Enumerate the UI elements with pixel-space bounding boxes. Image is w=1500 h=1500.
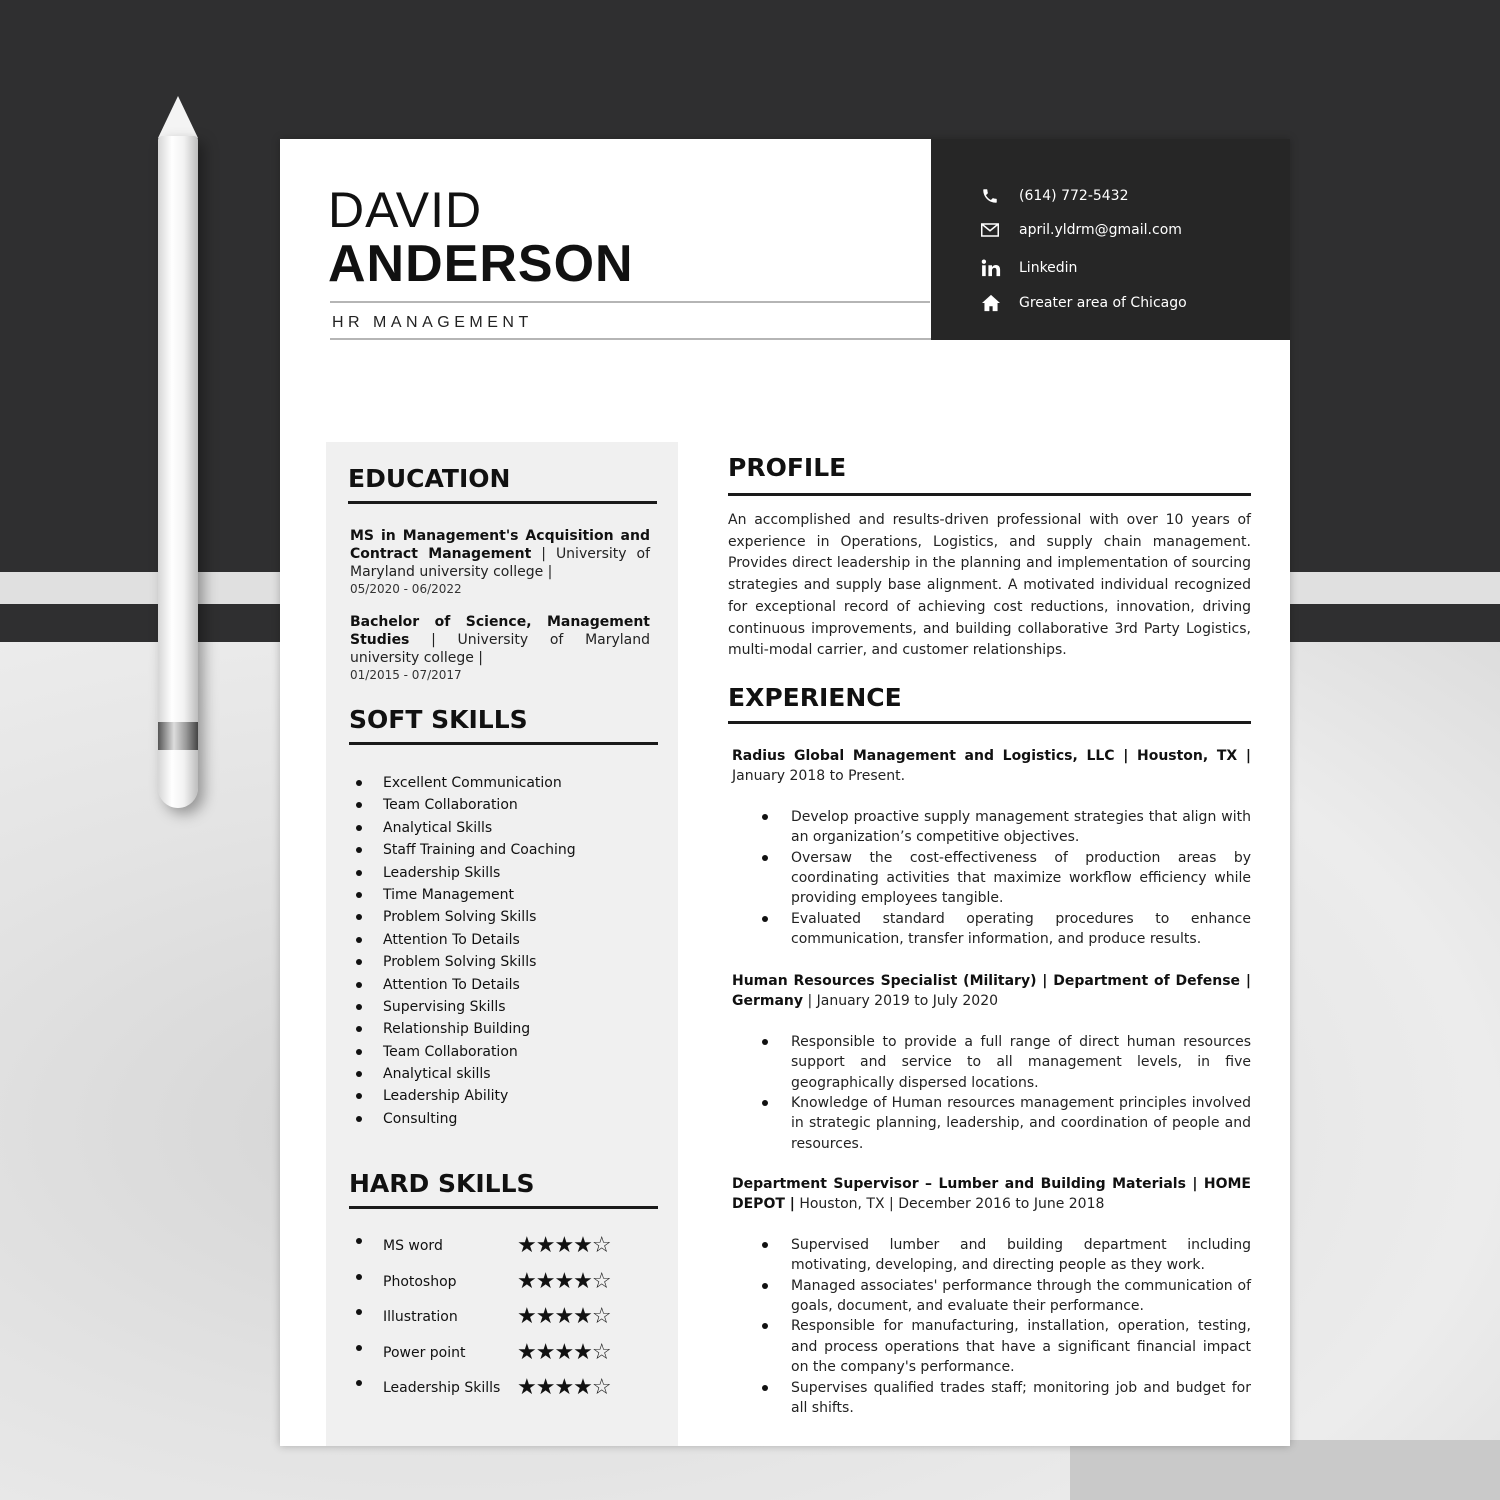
contact-panel (931, 139, 1290, 340)
skill-name: Leadership Skills (383, 1380, 501, 1397)
list-item: Attention To Details (350, 929, 650, 951)
phone-icon (981, 187, 1019, 205)
list-item: Leadership Ability (350, 1085, 650, 1107)
contact-phone (981, 187, 1129, 205)
contact-linkedin (981, 259, 1077, 277)
star-rating-icon: ★★★★☆ (517, 1375, 611, 1401)
list-item: Supervising Skills (350, 996, 650, 1018)
last-name: ANDERSON (328, 235, 634, 293)
stylus-pencil-image (158, 96, 198, 808)
list-item: Analytical Skills (350, 817, 650, 839)
skill-name: Power point (383, 1344, 466, 1361)
list-item: Consulting (350, 1108, 650, 1130)
home-icon (981, 294, 1019, 312)
linkedin-icon (981, 259, 1019, 277)
soft-skills-rule (349, 742, 658, 745)
hard-skills-title: HARD SKILLS (349, 1169, 535, 1198)
list-item (350, 1301, 650, 1337)
list-item: Evaluated standard operating procedures to enhance communication, transfer information, and produce results. (732, 909, 1251, 950)
education-title: EDUCATION (348, 464, 511, 493)
job-dates: | January 2019 to July 2020 (803, 993, 999, 1010)
job-heading: Human Resources Specialist (Military) | Department of Defense | Germany (732, 973, 1251, 1010)
job-dates: January 2018 to Present. (732, 768, 906, 785)
education-degree: MS in Management's Acquisition and Contract Management (350, 528, 650, 562)
education-dates: 01/2015 - 07/2017 (350, 668, 462, 682)
list-item: Responsible to provide a full range of direct human resources support and service to all management levels, in five geographically dispersed locations. (732, 1032, 1251, 1093)
pencil-band (158, 722, 198, 750)
list-item: Staff Training and Coaching (350, 839, 650, 861)
education-school: | University of Maryland university college | (350, 546, 650, 580)
experience-entry (732, 971, 1251, 1154)
list-item: Develop proactive supply management strategies that align with an organization’s competitive objectives. (732, 807, 1251, 848)
background-corner (1070, 1440, 1500, 1500)
resume-page (280, 139, 1290, 1446)
education-dates: 05/2020 - 06/2022 (350, 582, 462, 596)
sidebar-column (326, 442, 678, 1446)
list-item: Problem Solving Skills (350, 951, 650, 973)
experience-rule (728, 721, 1251, 724)
list-item: Problem Solving Skills (350, 906, 650, 928)
experience-title: EXPERIENCE (728, 683, 902, 712)
star-rating-icon: ★★★★☆ (517, 1268, 611, 1294)
job-bullets (732, 1235, 1251, 1419)
education-entry (350, 613, 650, 683)
list-item: Managed associates' performance through the communication of goals, document, and evaluate their performance. (732, 1276, 1251, 1317)
list-item: Supervised lumber and building department including motivating, developing, and directing people as they work. (732, 1235, 1251, 1276)
experience-entry (732, 746, 1251, 950)
list-item: Relationship Building (350, 1018, 650, 1040)
list-item: Leadership Skills (350, 862, 650, 884)
email-text[interactable]: april.yldrm@gmail.com (1019, 222, 1182, 238)
list-item: Analytical skills (350, 1063, 650, 1085)
job-role: HR MANAGEMENT (332, 314, 533, 331)
list-item: Team Collaboration (350, 1041, 650, 1063)
list-item: Supervises qualified trades staff; monitoring job and budget for all shifts. (732, 1378, 1251, 1419)
list-item: Responsible for manufacturing, installation, operation, testing, and process operations that have a significant financial impact on the company's performance. (732, 1316, 1251, 1377)
job-bullets (732, 1032, 1251, 1154)
list-item: Attention To Details (350, 974, 650, 996)
education-degree: Bachelor of Science, Management Studies (350, 614, 650, 648)
profile-rule (728, 493, 1251, 496)
linkedin-text[interactable]: Linkedin (1019, 260, 1078, 276)
experience-entry (732, 1174, 1251, 1418)
soft-skills-list (350, 772, 650, 1130)
soft-skills-title: SOFT SKILLS (349, 705, 528, 734)
list-item (350, 1230, 650, 1266)
star-rating-icon: ★★★★☆ (517, 1339, 611, 1365)
phone-text[interactable]: (614) 772-5432 (1019, 188, 1129, 204)
hard-skills-list (350, 1230, 650, 1408)
star-rating-icon: ★★★★☆ (517, 1304, 611, 1330)
list-item: Knowledge of Human resources management principles involved in strategic planning, leadership, and coordination of people and resources. (732, 1093, 1251, 1154)
name-divider (330, 301, 930, 303)
list-item: Time Management (350, 884, 650, 906)
list-item (350, 1337, 650, 1373)
contact-location (981, 294, 1187, 312)
star-rating-icon: ★★★★☆ (517, 1233, 611, 1258)
location-text: Greater area of Chicago (1019, 295, 1187, 311)
contact-email (981, 222, 1182, 238)
education-entry (350, 527, 650, 597)
hard-skills-rule (349, 1206, 658, 1209)
education-rule (348, 501, 657, 504)
job-heading: Department Supervisor – Lumber and Building Materials | HOME DEPOT | (732, 1176, 1251, 1213)
envelope-icon (981, 223, 1019, 237)
profile-title: PROFILE (728, 453, 847, 482)
skill-name: Photoshop (383, 1273, 457, 1290)
list-item: Oversaw the cost-effectiveness of production areas by coordinating activities that maximize workflow efficiency while providing employees tangible. (732, 848, 1251, 909)
education-school: | University of Maryland university college | (350, 632, 650, 666)
skill-name: MS word (383, 1238, 443, 1254)
job-bullets (732, 807, 1251, 950)
pencil-body (158, 136, 198, 808)
profile-text: An accomplished and results-driven professional with over 10 years of experience in Operations, Logistics, and supply chain management. Provides direct leadership in the planning and implementation of sourcing strategies and supply base alignment. A motivated individual recognized for exceptional record of achieving cost reductions, innovation, driving continuous improvements, and building collaborative 3rd Party Logistics, multi-modal carrier, and customer relationships. (728, 512, 1251, 659)
list-item (350, 1372, 650, 1408)
skill-name: Illustration (383, 1309, 458, 1326)
list-item: Team Collaboration (350, 794, 650, 816)
list-item (350, 1266, 650, 1302)
pencil-tip (158, 96, 198, 138)
job-heading: Radius Global Management and Logistics, LLC | Houston, TX | (732, 748, 1251, 764)
job-dates: Houston, TX | December 2016 to June 2018 (794, 1196, 1105, 1213)
first-name: DAVID (328, 182, 483, 238)
list-item: Excellent Communication (350, 772, 650, 794)
